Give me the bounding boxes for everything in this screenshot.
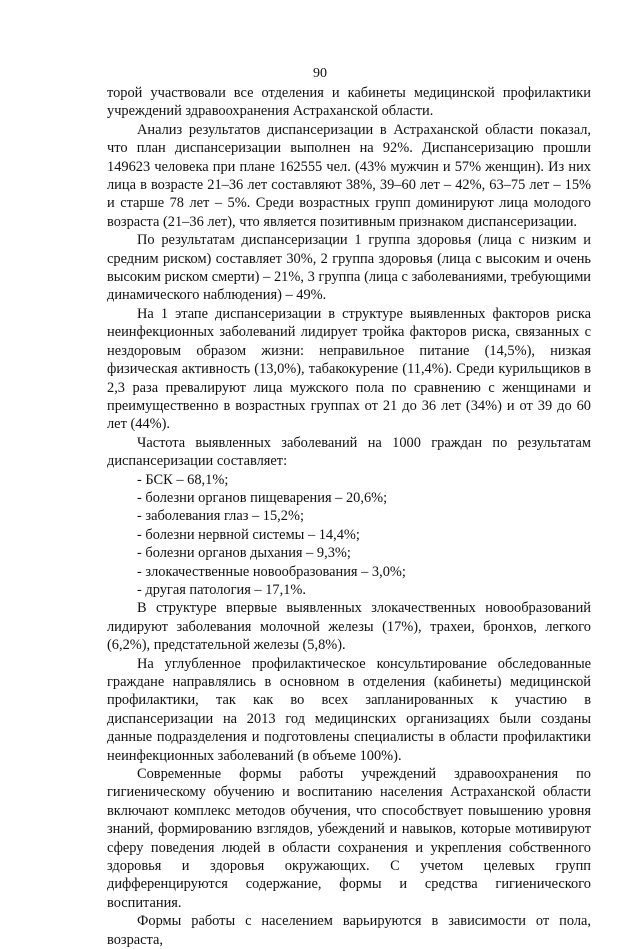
paragraph-neoplasms: В структуре впервые выявленных злокачественных новообразований лидируют заболевания молочной железы (17%), трахеи, бронхов, легкого (6,2%), предстательной железы (5,8%). <box>107 600 591 654</box>
list-item: - болезни органов дыхания – 9,3%; <box>137 545 351 562</box>
paragraph-health-groups: По результатам диспансеризации 1 группа здоровья (лица с низким и средним риском) составляет 30%, 2 группа здоровья (лица с высоким и очень высоким риском смерти) – 21%, 3 группа (лица с заболеваниями, требующими динамического наблюдения) – 49%. <box>107 232 591 304</box>
paragraph-analysis: Анализ результатов диспансеризации в Астраханской области показал, что план диспансеризации выполнен на 92%. Диспансеризацию прошли 149623 человека при плане 162555 чел. (43% мужчин и 57% женщин). Из них лица в возрасте 21–36 лет составляют 38%, 39–60 лет – 42%, 63–75 лет – 15% и старше 78 лет – 5%. Среди возрастных групп доминируют лица молодого возраста (21–36 лет), что является позитивным признаком диспансеризации. <box>107 121 591 230</box>
list-item: - заболевания глаз – 15,2%; <box>137 508 304 525</box>
paragraph-frequency-intro: Частота выявленных заболеваний на 1000 граждан по результатам диспансеризации составляет: <box>107 434 591 470</box>
page-number: 90 <box>313 66 327 81</box>
paragraph-risk-factors: На 1 этапе диспансеризации в структуре выявленных факторов риска неинфекционных заболеваний лидирует тройка факторов риска, связанных с нездоровым образом жизни: неправильное питание (14,5%), низкая физическая активность (13,0%), табакокурение (11,4%). Среди курильщиков в 2,3 раза превалируют лица мужского пола по сравнению с женщинами и преимущественно в возрастных группах от 21 до 36 лет (34%) и от 39 до 60 лет (44%). <box>107 305 591 433</box>
paragraph-consulting: На углубленное профилактическое консультирование обследованные граждане направлялись в основном в отделения (кабинеты) медицинской профилактики, так как во всех запланированных к участию в диспансеризации на 2013 год медицинских организациях были созданы данные подразделения и подготовлены специалисты в области профилактики неинфекционных заболеваний (в объеме 100%). <box>107 655 591 764</box>
paragraph-education: Современные формы работы учреждений здравоохранения по гигиеническому обучению и воспитанию населения Астраханской области включают комплекс методов обучения, что способствует повышению уровня знаний, формированию взглядов, убеждений и навыков, которые мотивируют сферу поведения людей в области сохранения и укрепления собственного здоровья и здоровья окружающих. С учетом целевых групп дифференцируются содержание, формы и средства гигиенического воспитания. <box>107 766 591 911</box>
list-item: - другая патология – 17,1%. <box>137 581 306 598</box>
paragraph-forms: Формы работы с населением варьируются в зависимости от пола, возраста, <box>107 913 591 948</box>
list-item: - болезни нервной системы – 14,4%; <box>137 526 360 543</box>
list-item: - болезни органов пищеварения – 20,6%; <box>137 489 388 506</box>
list-item: - БСК – 68,1%; <box>137 471 229 488</box>
list-item: - злокачественные новообразования – 3,0%; <box>137 563 406 580</box>
body-text <box>107 84 591 949</box>
paragraph-continuation: торой участвовали все отделения и кабинеты медицинской профилактики учреждений здравоохранения Астраханской области. <box>107 85 591 120</box>
